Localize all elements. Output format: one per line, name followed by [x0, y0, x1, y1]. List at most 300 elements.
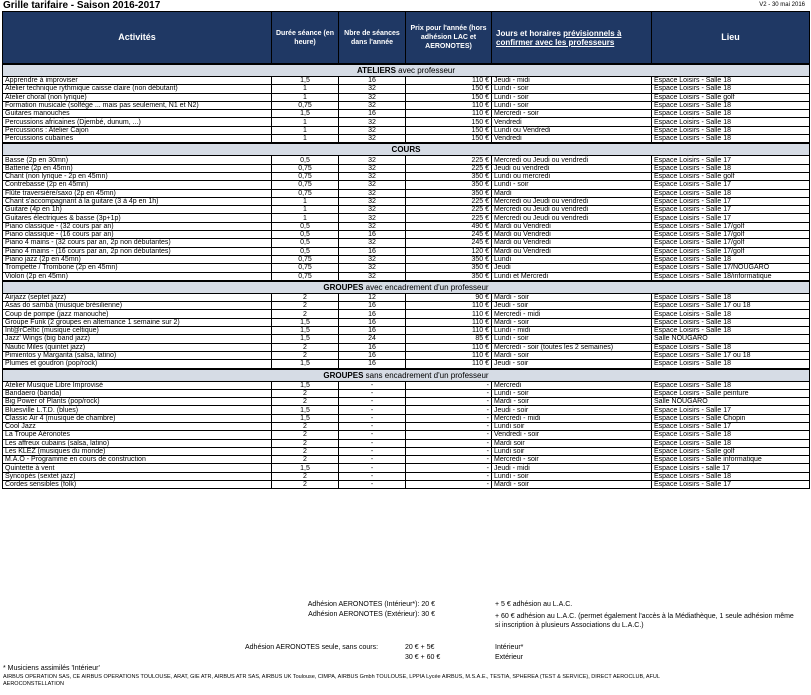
schedule-cell: Vendredi — [492, 118, 652, 126]
schedule-cell: Mardi - soir — [492, 481, 652, 489]
duration-cell: 0,75 — [272, 264, 339, 272]
section-title — [3, 143, 810, 156]
duration-cell: 1 — [272, 118, 339, 126]
duration-cell: 0,75 — [272, 181, 339, 189]
price-cell: - — [406, 481, 492, 489]
companies-list-2: AEROCONSTELLATION — [3, 681, 65, 687]
schedule-cell: Lundi - soir — [492, 389, 652, 397]
schedule-cell: Jeudi — [492, 264, 652, 272]
duration-cell: 0,5 — [272, 231, 339, 239]
activity-cell: Piano 4 mains - (32 cours par an, 2p non débutantes) — [3, 239, 272, 247]
duration-cell: 1 — [272, 126, 339, 134]
location-cell: Espace Loisirs - Salle golf — [652, 447, 810, 455]
price-grid — [2, 11, 810, 489]
sessions-cell: 32 — [339, 189, 406, 197]
location-cell: Espace Loisirs - Salle 18 — [652, 101, 810, 109]
activity-cell: Big Power of Plants (pop/rock) — [3, 398, 272, 406]
lac-interieur: + 5 € adhésion au L.A.C. — [495, 601, 573, 608]
schedule-cell: Vendredi - soir — [492, 431, 652, 439]
duration-cell: 2 — [272, 472, 339, 480]
duration-cell: 2 — [272, 431, 339, 439]
schedule-cell: Mercredi - soir — [492, 110, 652, 118]
price-cell: 350 € — [406, 272, 492, 281]
schedule-cell: Jeudi - midi — [492, 464, 652, 472]
price-cell: 110 € — [406, 77, 492, 85]
price-cell: 245 € — [406, 239, 492, 247]
price-cell: 225 € — [406, 156, 492, 164]
price-cell: 110 € — [406, 360, 492, 369]
duration-cell: 1,5 — [272, 414, 339, 422]
adhesion-exterieur: Adhésion AERONOTES (Extérieur): 30 € — [308, 611, 435, 618]
location-cell: Espace Loisirs - Salle 18 — [652, 310, 810, 318]
sessions-cell: 32 — [339, 156, 406, 164]
table-row — [3, 164, 810, 172]
location-cell: Espace Loisirs - Salle golf — [652, 172, 810, 180]
location-cell: Espace Loisirs - Salle 17/golf — [652, 247, 810, 255]
activity-cell: Jazz' Wings (big band jazz) — [3, 335, 272, 343]
sessions-cell: - — [339, 431, 406, 439]
location-cell: Espace Loisirs - Salle Chopin — [652, 414, 810, 422]
price-cell: - — [406, 439, 492, 447]
sessions-cell: 16 — [339, 247, 406, 255]
location-cell: Espace Loisirs - Salle 17 ou 18 — [652, 302, 810, 310]
table-row — [3, 431, 810, 439]
price-cell: 350 € — [406, 172, 492, 180]
location-cell: Espace Loisirs - Salle 17 — [652, 214, 810, 222]
price-cell: 110 € — [406, 310, 492, 318]
duration-cell: 1 — [272, 214, 339, 222]
section-subtitle: sans encadrement d'un professeur — [363, 370, 489, 380]
duration-cell: 0,5 — [272, 222, 339, 230]
label-exterieur: Extérieur — [495, 654, 524, 661]
schedule-cell: Lundi — [492, 255, 652, 263]
table-row — [3, 456, 810, 464]
price-cell: - — [406, 447, 492, 455]
price-cell: 150 € — [406, 126, 492, 134]
sessions-cell: - — [339, 414, 406, 422]
sessions-cell: 32 — [339, 118, 406, 126]
duration-cell: 0,75 — [272, 189, 339, 197]
table-row — [3, 472, 810, 480]
schedule-cell: Mardi ou Vendredi — [492, 247, 652, 255]
price-cell: - — [406, 431, 492, 439]
location-cell: Espace Loisirs - Salle 17/NOUGARO — [652, 264, 810, 272]
activity-cell: Apprendre à improviser — [3, 77, 272, 85]
schedule-cell: Jeudi ou vendredi — [492, 164, 652, 172]
schedule-cell: Mardi - soir — [492, 293, 652, 301]
table-row — [3, 126, 810, 134]
activity-cell: Atelier technique rythmique caisse claire (non débutant) — [3, 85, 272, 93]
sessions-cell: 32 — [339, 206, 406, 214]
table-row — [3, 172, 810, 180]
table-row — [3, 247, 810, 255]
adhesion-seule-interieur: 20 € + 5€ — [405, 644, 435, 651]
table-row — [3, 381, 810, 389]
location-cell: Espace Loisirs - Salle 17 — [652, 481, 810, 489]
schedule-cell: Lundi ou mercredi — [492, 172, 652, 180]
activity-cell: Airjazz (septet jazz) — [3, 293, 272, 301]
price-cell: 110 € — [406, 343, 492, 351]
sessions-cell: - — [339, 447, 406, 455]
duration-cell: 2 — [272, 439, 339, 447]
sessions-cell: 32 — [339, 85, 406, 93]
price-cell: 225 € — [406, 214, 492, 222]
duration-cell: 1,5 — [272, 77, 339, 85]
adhesion-seule-exterieur: 30 € + 60 € — [405, 654, 441, 661]
table-row — [3, 272, 810, 281]
location-cell: Salle NOUGARO — [652, 335, 810, 343]
schedule-cell: Lundi - soir — [492, 472, 652, 480]
activity-cell: Atelier Musique Libre Improvisé — [3, 381, 272, 389]
table-row — [3, 264, 810, 272]
sessions-cell: - — [339, 464, 406, 472]
schedule-cell: Mardi ou Vendredi — [492, 222, 652, 230]
adhesion-seule-label: Adhésion AERONOTES seule, sans cours: — [245, 644, 379, 651]
duration-cell: 0,5 — [272, 156, 339, 164]
activity-cell: Les affreux cubains (salsa, latino) — [3, 439, 272, 447]
activity-cell: Asas do samba (musique brésilienne) — [3, 302, 272, 310]
schedule-cell: Mercredi — [492, 381, 652, 389]
price-cell: 110 € — [406, 110, 492, 118]
table-row — [3, 302, 810, 310]
schedule-cell: Mercredi - soir (toutes les 2 semaines) — [492, 343, 652, 351]
table-row — [3, 85, 810, 93]
duration-cell: 2 — [272, 310, 339, 318]
location-cell: Salle NOUGARO — [652, 398, 810, 406]
schedule-cell: Jeudi - soir — [492, 302, 652, 310]
schedule-cell: Mardi soir — [492, 439, 652, 447]
price-cell: 110 € — [406, 327, 492, 335]
duration-cell: 0,75 — [272, 272, 339, 281]
sessions-cell: 32 — [339, 255, 406, 263]
sessions-cell: - — [339, 456, 406, 464]
location-cell: Espace Loisirs - Salle 18/informatique — [652, 272, 810, 281]
price-cell: 225 € — [406, 206, 492, 214]
location-cell: Espace Loisirs - Salle 17/golf — [652, 239, 810, 247]
table-row — [3, 255, 810, 263]
activity-cell: Piano 4 mains - (16 cours par an, 2p non débutantes) — [3, 247, 272, 255]
sessions-cell: 16 — [339, 77, 406, 85]
header-lieu: Lieu — [652, 12, 810, 65]
activity-cell: Coup de pompe (jazz manouche) — [3, 310, 272, 318]
sessions-cell: 32 — [339, 264, 406, 272]
table-row — [3, 231, 810, 239]
adhesion-interieur: Adhésion AERONOTES (Intérieur*): 20 € — [307, 601, 435, 608]
table-row — [3, 439, 810, 447]
price-cell: 110 € — [406, 101, 492, 109]
section-header — [3, 143, 810, 156]
location-cell: Espace Loisirs - Salle 18 — [652, 77, 810, 85]
location-cell: Espace Loisirs - Salle 17 — [652, 156, 810, 164]
table-row — [3, 214, 810, 222]
activity-cell: Percussions : Atelier Cajon — [3, 126, 272, 134]
activity-cell: Quintette à vent — [3, 464, 272, 472]
price-cell: 350 € — [406, 255, 492, 263]
activity-cell: Batterie (2p en 45mn) — [3, 164, 272, 172]
section-title — [3, 281, 810, 294]
schedule-cell: Mercredi ou Jeudi ou vendredi — [492, 214, 652, 222]
schedule-cell: Mercredi ou Jeudi ou vendredi — [492, 156, 652, 164]
table-row — [3, 481, 810, 489]
section-title — [3, 369, 810, 382]
sessions-cell: 16 — [339, 343, 406, 351]
schedule-cell: Lundi et Mercredi — [492, 272, 652, 281]
activity-cell: Groupe Funk (2 groupes en alternance 1 semaine sur 2) — [3, 318, 272, 326]
table-row — [3, 351, 810, 359]
location-cell: Espace Loisirs - Salle 18 — [652, 318, 810, 326]
sessions-cell: - — [339, 422, 406, 430]
activity-cell: Cordes sensibles (folk) — [3, 481, 272, 489]
price-cell: 350 € — [406, 189, 492, 197]
sessions-cell: 32 — [339, 181, 406, 189]
location-cell: Espace Loisirs - Salle 18 — [652, 135, 810, 144]
activity-cell: Trompette / Trombone (2p en 45mn) — [3, 264, 272, 272]
activity-cell: Contrebasse (2p en 45mn) — [3, 181, 272, 189]
activity-cell: Percussions cubaines — [3, 135, 272, 144]
table-row — [3, 156, 810, 164]
activity-cell: Guitares électriques & basse (3p+1p) — [3, 214, 272, 222]
location-cell: Espace Loisirs - Salle 17/golf — [652, 231, 810, 239]
table-row — [3, 93, 810, 101]
schedule-cell: Lundi - soir — [492, 93, 652, 101]
header-prix: Prix pour l'année (hors adhésion LAC et AERONOTES) — [406, 12, 492, 65]
activity-cell: Chant (non lyrique - 2p en 45mn) — [3, 172, 272, 180]
price-cell: 350 € — [406, 264, 492, 272]
location-cell: Espace Loisirs - Salle 17 ou 18 — [652, 351, 810, 359]
schedule-cell: Lundi - midi — [492, 327, 652, 335]
price-cell: 85 € — [406, 335, 492, 343]
location-cell: Espace Loisirs - Salle 18 — [652, 439, 810, 447]
table-row — [3, 343, 810, 351]
sessions-cell: 32 — [339, 101, 406, 109]
sessions-cell: 16 — [339, 110, 406, 118]
duration-cell: 1,5 — [272, 318, 339, 326]
duration-cell: 1,5 — [272, 464, 339, 472]
schedule-cell: Lundi - soir — [492, 85, 652, 93]
duration-cell: 0,5 — [272, 239, 339, 247]
duration-cell: 2 — [272, 398, 339, 406]
duration-cell: 2 — [272, 481, 339, 489]
price-cell: 150 € — [406, 93, 492, 101]
schedule-cell: Lundi - soir — [492, 335, 652, 343]
schedule-cell: Mardi ou Vendredi — [492, 239, 652, 247]
footnote: * Musiciens assimilés 'Intérieur' — [3, 665, 100, 672]
sessions-cell: - — [339, 406, 406, 414]
location-cell: Espace Loisirs - Salle 18 — [652, 431, 810, 439]
sessions-cell: 32 — [339, 197, 406, 205]
location-cell: Espace Loisirs - Salle 18 — [652, 360, 810, 369]
activity-cell: Piano classique - (32 cours par an) — [3, 222, 272, 230]
location-cell: Espace Loisirs - Salle peinture — [652, 389, 810, 397]
duration-cell: 0,75 — [272, 172, 339, 180]
table-row — [3, 422, 810, 430]
sessions-cell: - — [339, 398, 406, 406]
table-row — [3, 318, 810, 326]
duration-cell: 2 — [272, 343, 339, 351]
price-cell: 90 € — [406, 293, 492, 301]
price-cell: - — [406, 406, 492, 414]
price-cell: 150 € — [406, 135, 492, 144]
table-row — [3, 118, 810, 126]
price-cell: 225 € — [406, 164, 492, 172]
location-cell: Espace Loisirs - Salle 18 — [652, 118, 810, 126]
price-cell: 110 € — [406, 302, 492, 310]
activity-cell: La Troupe Aéronotes — [3, 431, 272, 439]
schedule-cell: Jeudi - soir — [492, 406, 652, 414]
table-row — [3, 135, 810, 144]
activity-cell: Bandaero (banda) — [3, 389, 272, 397]
location-cell: Espace Loisirs - Salle 18 — [652, 381, 810, 389]
sessions-cell: 32 — [339, 135, 406, 144]
sessions-cell: - — [339, 481, 406, 489]
schedule-cell: Lundi - soir — [492, 101, 652, 109]
location-cell: Espace Loisirs - Salle informatique — [652, 456, 810, 464]
schedule-cell: Mercredi ou Jeudi ou vendredi — [492, 206, 652, 214]
activity-cell: Bluesville L.T.D. (blues) — [3, 406, 272, 414]
section-header — [3, 281, 810, 294]
table-row — [3, 360, 810, 369]
sessions-cell: 32 — [339, 172, 406, 180]
duration-cell: 1,5 — [272, 327, 339, 335]
activity-cell: Chant s'accompagnant à la guitare (3 à 4p en 1h) — [3, 197, 272, 205]
schedule-cell: Mardi ou Vendredi — [492, 231, 652, 239]
schedule-cell: Mercredi - soir — [492, 456, 652, 464]
location-cell: Espace Loisirs - Salle 18 — [652, 255, 810, 263]
duration-cell: 2 — [272, 456, 339, 464]
duration-cell: 0,75 — [272, 255, 339, 263]
sessions-cell: 32 — [339, 272, 406, 281]
header-jours: Jours et horaires prévisionnels à confirmer avec les professeurs — [492, 12, 652, 65]
companies-list: AIRBUS OPERATION SAS, CE AIRBUS OPERATIONS TOULOUSE, ARAT, GIE ATR, AIRBUS ATR SAS, AIRBUS UK Toulouse, CIMPA, AIRBUS Gmbh TOULOUSE, LPPIA Lycée AIRBUS, M.S.A.E., TESTIA, SPHEREA (TEST & SERVICE), DIRECT AEROCLUB, AFUL — [3, 674, 660, 680]
location-cell: Espace Loisirs - salle 17 — [652, 464, 810, 472]
table-row — [3, 239, 810, 247]
price-cell: 110 € — [406, 351, 492, 359]
location-cell: Espace Loisirs - Salle 18 — [652, 189, 810, 197]
location-cell: Espace Loisirs - Salle 18 — [652, 343, 810, 351]
price-cell: - — [406, 422, 492, 430]
activity-cell: Percussions africaines (Djembé, dunum, ...) — [3, 118, 272, 126]
header-row — [3, 12, 810, 65]
table-row — [3, 293, 810, 301]
sessions-cell: 32 — [339, 164, 406, 172]
version-label: V2 - 30 mai 2016 — [759, 2, 805, 8]
table-row — [3, 335, 810, 343]
duration-cell: 2 — [272, 447, 339, 455]
schedule-cell: Mercredi - midi — [492, 414, 652, 422]
duration-cell: 0,5 — [272, 247, 339, 255]
schedule-cell: Mardi - soir — [492, 318, 652, 326]
price-cell: 120 € — [406, 247, 492, 255]
duration-cell: 1 — [272, 85, 339, 93]
duration-cell: 2 — [272, 351, 339, 359]
sessions-cell: 16 — [339, 351, 406, 359]
section-subtitle: avec professeur — [395, 66, 456, 75]
activity-cell: Basse (2p en 30mn) — [3, 156, 272, 164]
price-cell: - — [406, 389, 492, 397]
price-cell: 490 € — [406, 222, 492, 230]
activity-cell: Nautic Miles (quintet jazz) — [3, 343, 272, 351]
activity-cell: Cool Jazz — [3, 422, 272, 430]
duration-cell: 2 — [272, 389, 339, 397]
section-subtitle: avec encadrement d'un professeur — [363, 282, 489, 292]
location-cell: Espace Loisirs - Salle 18 — [652, 110, 810, 118]
location-cell: Espace Loisirs - Salle 17 — [652, 422, 810, 430]
sessions-cell: 32 — [339, 222, 406, 230]
activity-cell: Plumes et goudron (pop/rock) — [3, 360, 272, 369]
price-cell: 225 € — [406, 197, 492, 205]
location-cell: Espace Loisirs - Salle 17 — [652, 206, 810, 214]
sessions-cell: 16 — [339, 231, 406, 239]
schedule-cell: Mardi - soir — [492, 351, 652, 359]
duration-cell: 0,75 — [272, 164, 339, 172]
price-cell: - — [406, 472, 492, 480]
schedule-cell: Mercredi - midi — [492, 310, 652, 318]
location-cell: Espace Loisirs - Salle 17 — [652, 406, 810, 414]
duration-cell: 1,5 — [272, 381, 339, 389]
schedule-cell: Lundi soir — [492, 422, 652, 430]
sessions-cell: 32 — [339, 126, 406, 134]
duration-cell: 2 — [272, 293, 339, 301]
sessions-cell: 16 — [339, 360, 406, 369]
schedule-cell: Mardi - soir — [492, 398, 652, 406]
activity-cell: Guitare (4p en 1h) — [3, 206, 272, 214]
section-header — [3, 64, 810, 77]
activity-cell: Piano jazz (2p en 45mn) — [3, 255, 272, 263]
location-cell: Espace Loisirs - Salle 18 — [652, 327, 810, 335]
table-row — [3, 197, 810, 205]
sessions-cell: - — [339, 381, 406, 389]
activity-cell: Int@rCeltic (musique celtique) — [3, 327, 272, 335]
table-row — [3, 310, 810, 318]
activity-cell: Atelier choral (non lyrique) — [3, 93, 272, 101]
price-cell: 150 € — [406, 85, 492, 93]
activity-cell: Pimientos y Margarita (salsa, latino) — [3, 351, 272, 359]
duration-cell: 0,75 — [272, 101, 339, 109]
header-duree: Durée séance (en heure) — [272, 12, 339, 65]
location-cell: Espace Loisirs - Salle 17 — [652, 181, 810, 189]
schedule-cell: Jeudi - midi — [492, 77, 652, 85]
sessions-cell: 16 — [339, 302, 406, 310]
price-cell: 350 € — [406, 181, 492, 189]
schedule-cell: Jeudi - soir — [492, 360, 652, 369]
activity-cell: Violon (2p en 45mn) — [3, 272, 272, 281]
section-title-bold: GROUPES — [323, 370, 364, 380]
sessions-cell: 16 — [339, 318, 406, 326]
schedule-cell: Lundi soir — [492, 447, 652, 455]
duration-cell: 1 — [272, 135, 339, 144]
table-row — [3, 398, 810, 406]
duration-cell: 1 — [272, 197, 339, 205]
schedule-cell: Lundi - soir — [492, 181, 652, 189]
table-row — [3, 447, 810, 455]
price-cell: 150 € — [406, 118, 492, 126]
price-cell: - — [406, 464, 492, 472]
duration-cell: 1,5 — [272, 110, 339, 118]
activity-cell: Les KLEZ (musiques du monde) — [3, 447, 272, 455]
table-row — [3, 206, 810, 214]
activity-cell: Flûte traversière/saxo (2p en 45mn) — [3, 189, 272, 197]
section-title-bold: GROUPES — [323, 282, 364, 292]
sessions-cell: 32 — [339, 239, 406, 247]
price-cell: - — [406, 414, 492, 422]
lac-exterieur: + 60 € adhésion au L.A.C. (permet également l'accès à la Médiathèque, 1 seule adhésion même si inscription à plusieurs Associations du L.A.C.) — [495, 613, 794, 629]
activity-cell: Formation musicale (solfège ... mais pas seulement, N1 et N2) — [3, 101, 272, 109]
location-cell: Espace Loisirs - Salle 17/golf — [652, 222, 810, 230]
schedule-cell: Vendredi — [492, 135, 652, 144]
sessions-cell: - — [339, 439, 406, 447]
duration-cell: 1,5 — [272, 406, 339, 414]
schedule-cell: Lundi ou Vendredi — [492, 126, 652, 134]
